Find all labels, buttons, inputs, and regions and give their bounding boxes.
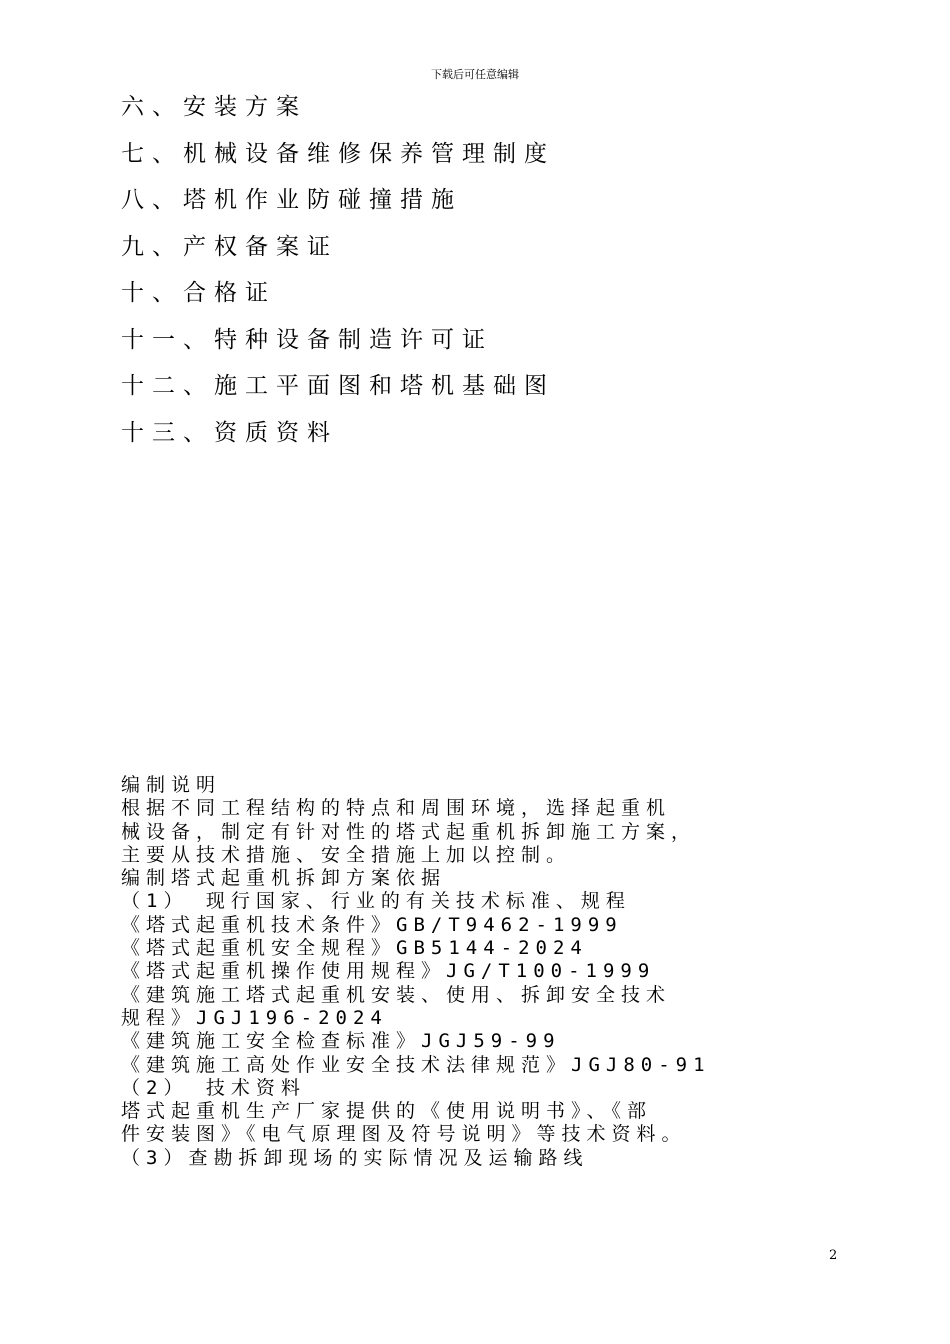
standard-item: 《建筑施工塔式起重机安装、使用、拆卸安全技术 — [121, 983, 672, 1006]
standard-item: 《塔式起重机安全规程》GB5144-2024 — [121, 937, 588, 960]
standard-item: 《塔式起重机技术条件》GB/T9462-1999 — [121, 913, 623, 936]
page-number: 2 — [829, 1248, 838, 1263]
toc-item: 八、塔机作业防碰撞措施 — [121, 187, 462, 213]
paragraph-line: 械设备，制定有针对性的塔式起重机拆卸施工方案， — [121, 820, 697, 843]
page-header: 下载后可任意编辑 — [431, 68, 519, 81]
list-item: （1） 现行国家、行业的有关技术标准、规程 — [121, 890, 631, 913]
toc-item: 十三、资质资料 — [121, 419, 338, 446]
toc-item: 九、产权备案证 — [121, 233, 338, 260]
paragraph-line: 根据不同工程结构的特点和周围环境，选择起重机 — [121, 797, 672, 820]
paragraph-line: 塔式起重机生产厂家提供的《使用说明书》、《部 — [121, 1100, 653, 1123]
standard-item: 《建筑施工安全检查标准》JGJ59-99 — [121, 1030, 561, 1053]
standard-item: 规程》JGJ196-2024 — [121, 1006, 388, 1029]
toc-item: 七、机械设备维修保养管理制度 — [121, 140, 555, 167]
toc-item: 十二、施工平面图和塔机基础图 — [121, 373, 555, 399]
section-heading: 编制说明 — [121, 774, 222, 796]
section-heading: 编制塔式起重机拆卸方案依据 — [121, 867, 447, 890]
standard-item: 《建筑施工高处作业安全技术法律规范》JGJ80-91 — [121, 1053, 711, 1076]
toc-item: 六、安装方案 — [121, 94, 307, 120]
toc-item: 十、合格证 — [121, 280, 276, 306]
standard-item: 《塔式起重机操作使用规程》JG/T100-1999 — [121, 960, 656, 983]
list-item: （3）查勘拆卸现场的实际情况及运输路线 — [121, 1146, 589, 1169]
compilation-notes — [121, 774, 833, 1170]
paragraph-line: 件安装图》《电气原理图及符号说明》等技术资料。 — [121, 1123, 687, 1146]
list-item: （2） 技术资料 — [121, 1076, 306, 1099]
table-of-contents — [121, 88, 555, 460]
toc-item: 十一、特种设备制造许可证 — [121, 326, 493, 353]
paragraph-line: 主要从技术措施、安全措施上加以控制。 — [121, 843, 572, 866]
